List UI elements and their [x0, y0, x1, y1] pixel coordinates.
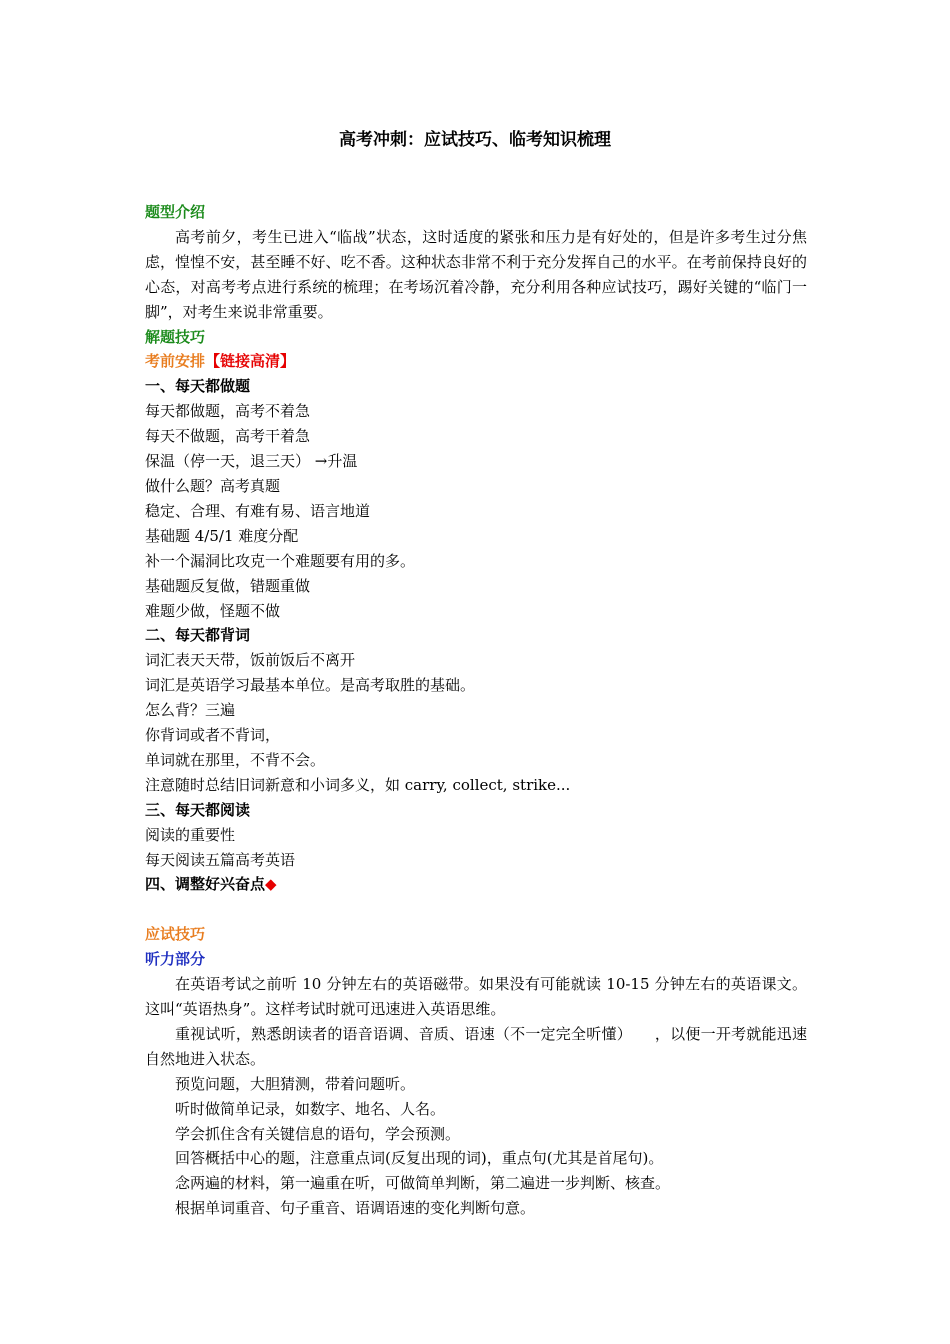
tips-heading: 解题技巧 [145, 327, 206, 346]
listening-heading: 听力部分 [145, 950, 206, 969]
section1-heading: 一、每天都做题 [145, 377, 251, 396]
section4-heading: 四、调整好兴奋点 [145, 875, 266, 894]
listening-paragraph: 学会抓住含有关键信息的语句，学会预测。 [175, 1124, 461, 1143]
list-item: 词汇是英语学习最基本单位。是高考取胜的基础。 [145, 676, 476, 695]
listening-paragraph: 回答概括中心的题，注意重点词(反复出现的词)，重点句(尤其是首尾句)。 [175, 1149, 664, 1168]
list-item: 单词就在那里，不背不会。 [145, 750, 326, 769]
list-item: 阅读的重要性 [145, 825, 236, 844]
arrangement-heading: 考前安排 [145, 352, 206, 371]
listening-paragraph: 预览问题，大胆猜测，带着问题听。 [175, 1074, 416, 1093]
listening-paragraph: 听时做简单记录，如数字、地名、人名。 [175, 1099, 446, 1118]
list-item: 每天都做题，高考不着急 [145, 402, 311, 421]
list-item: 词汇表天天带，饭前饭后不离开 [145, 651, 356, 670]
list-item: 每天阅读五篇高考英语 [145, 850, 296, 869]
listening-paragraph: 重视试听，熟悉朗读者的语音语调、音质、语速（不一定完全听懂） ，以便一开考就能迅速自然地进入状态。 [145, 1024, 807, 1068]
hd-link[interactable]: 【链接高清】 [205, 352, 296, 371]
diamond-icon: ◆ [265, 875, 277, 894]
spacer [145, 897, 807, 922]
intro-heading: 题型介绍 [145, 203, 206, 221]
list-item: 基础题反复做，错题重做 [145, 576, 311, 595]
list-item: 每天不做题，高考干着急 [145, 427, 311, 446]
list-item: 基础题 4/5/1 难度分配 [145, 526, 299, 545]
listening-paragraph: 在英语考试之前听 10 分钟左右的英语磁带。如果没有可能就读 10-15 分钟左右的英语课文。这叫“英语热身”。这样考试时就可迅速进入英语思维。 [145, 975, 807, 1018]
section2-heading: 二、每天都背词 [145, 626, 251, 645]
list-item: 稳定、合理、有难有易、语言地道 [145, 501, 371, 520]
list-item: 难题少做，怪题不做 [145, 601, 281, 620]
document-body [145, 200, 807, 1221]
list-item: 补一个漏洞比攻克一个难题要有用的多。 [145, 551, 416, 570]
list-item: 注意随时总结旧词新意和小词多义，如 carry, collect, strike... [145, 775, 571, 794]
section4-heading-row [145, 872, 807, 897]
list-item: 怎么背？三遍 [145, 701, 236, 720]
listening-paragraph: 根据单词重音、句子重音、语调语速的变化判断句意。 [175, 1199, 536, 1218]
exam-skills-heading: 应试技巧 [145, 925, 206, 944]
list-item: 你背词或者不背词， [145, 726, 281, 745]
arrangement-heading-row [145, 349, 807, 374]
listening-paragraph: 念两遍的材料，第一遍重在听，可做简单判断，第二遍进一步判断、核查。 [175, 1174, 671, 1193]
section3-heading: 三、每天都阅读 [145, 800, 251, 819]
list-item: 保温（停一天，退三天） →升温 [145, 452, 358, 471]
list-item: 做什么题？高考真题 [145, 476, 281, 495]
page-title: 高考冲刺：应试技巧、临考知识梳理 [339, 130, 611, 150]
intro-paragraph: 高考前夕，考生已进入“临战”状态，这时适度的紧张和压力是有好处的，但是许多考生过分焦虑，惶惶不安，甚至睡不好、吃不香。这种状态非常不利于充分发挥自己的水平。在考前保持良好的心态，对高考考点进行系统的梳理；在考场沉着冷静，充分利用各种应试技巧，踢好关键的“临门一脚”，对考生来说非常重要。 [145, 227, 807, 321]
